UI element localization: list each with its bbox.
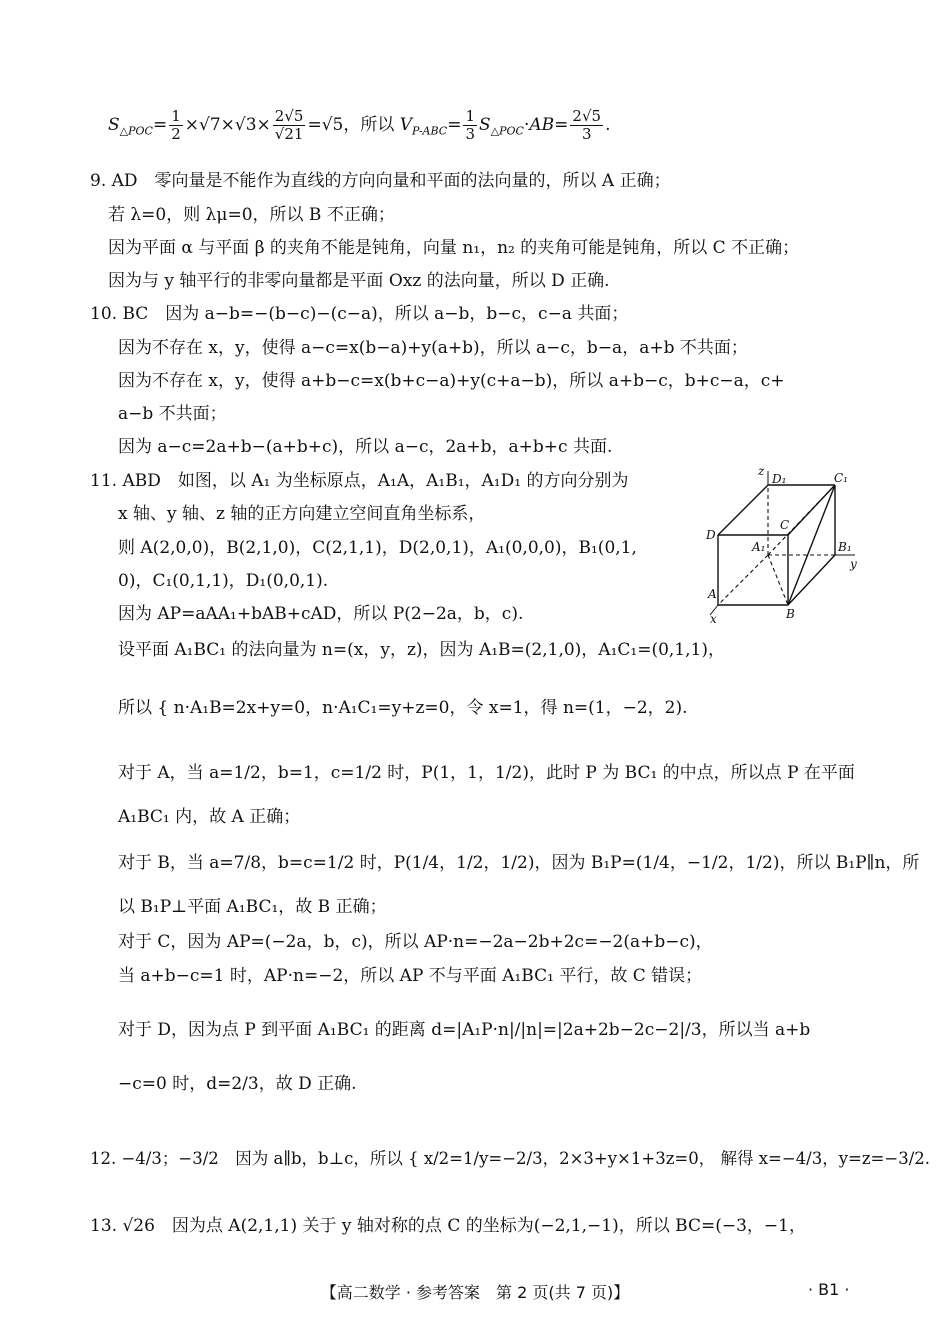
p11-line-15: −c=0 时，d=2/3，故 D 正确. (118, 1074, 357, 1094)
label-C: C (780, 518, 790, 532)
p11-line-6: 设平面 A₁BC₁ 的法向量为 n=(x，y，z)，因为 A₁B=(2,1,0)，A₁C₁=(0,1,1)， (118, 640, 725, 660)
page-footer: 【高二数学 · 参考答案 第 2 页(共 7 页)】 (320, 1283, 630, 1302)
p11-line-11: 以 B₁P⊥平面 A₁BC₁，故 B 正确； (118, 897, 387, 917)
p10-line-3: 因为不存在 x，y，使得 a+b−c=x(b+c−a)+y(c+a−b)，所以 a+b−c，b+c−a，c+ (118, 371, 785, 391)
p10-line-1: 10. BC 因为 a−b=−(b−c)−(c−a)，所以 a−b，b−c，c−a 共面； (90, 304, 629, 324)
label-D: D (706, 528, 716, 542)
p11-line-3: 则 A(2,0,0)，B(2,1,0)，C(2,1,1)，D(2,0,1)，A₁(0,0,0)，B₁(0,1, (118, 538, 637, 558)
label-x: x (710, 612, 717, 625)
p11-line-12: 对于 C，因为 AP=(−2a，b，c)，所以 AP·n=−2a−2b+2c=−2(a+b−c)， (118, 932, 713, 952)
edge-A1A (718, 555, 768, 605)
p11-line-13: 当 a+b−c=1 时，AP·n=−2，所以 AP 不与平面 A₁BC₁ 平行，故 C 错误； (118, 966, 703, 986)
edge-DD1 (718, 485, 768, 535)
p11-line-7: 所以 { n·A₁B=2x+y=0，n·A₁C₁=y+z=0，令 x=1，得 n=(1，−2，2). (118, 698, 688, 718)
p9-line-1: 9. AD 零向量是不能作为直线的方向向量和平面的法向量的，所以 A 正确； (90, 171, 671, 191)
label-A: A (708, 587, 717, 601)
p11-line-8: 对于 A，当 a=1/2，b=1，c=1/2 时，P(1，1，1/2)，此时 P 为 BC₁ 的中点，所以点 P 在平面 (118, 763, 855, 783)
p10-line-2: 因为不存在 x，y，使得 a−c=x(b−a)+y(a+b)，所以 a−c，b−a，a+b 不共面； (118, 338, 748, 358)
p9-line-3: 因为平面 α 与平面 β 的夹角不能是钝角，向量 n₁，n₂ 的夹角可能是钝角，所以 C 不正确； (108, 238, 800, 258)
page-code: · B1 · (808, 1280, 850, 1299)
p10-line-5: 因为 a−c=2a+b−(a+b+c)，所以 a−c，2a+b，a+b+c 共面. (118, 437, 613, 457)
edge-B1B (788, 555, 835, 605)
p9-line-2: 若 λ=0，则 λμ=0，所以 B 不正确； (108, 205, 395, 225)
label-B1: B₁ (838, 540, 852, 554)
p13-line: 13. √26 因为点 A(2,1,1) 关于 y 轴对称的点 C 的坐标为(−2,1,−1)，所以 BC=(−3，−1， (90, 1216, 806, 1236)
p10-line-4: a−b 不共面； (118, 404, 227, 424)
label-C1: C₁ (834, 471, 848, 485)
label-y: y (850, 557, 857, 571)
p12-line: 12. −4/3；−3/2 因为 a∥b，b⊥c，所以 { x/2=1/y=−2/3，2×3+y×1+3z=0， 解得 x=−4/3，y=z=−3/2. (90, 1149, 931, 1168)
edge-BC1 (788, 485, 835, 605)
edge-A1B (768, 555, 788, 605)
cube-figure (700, 465, 875, 625)
p11-line-2: x 轴、y 轴、z 轴的正方向建立空间直角坐标系， (118, 504, 486, 524)
p11-line-10: 对于 B，当 a=7/8，b=c=1/2 时，P(1/4，1/2，1/2)，因为 B₁P=(1/4，−1/2，1/2)，所以 B₁P∥n，所 (118, 853, 920, 873)
top-formula-line: $S_{\triangle POC}=$ $\frac{1}{2}$ ×√7×√3× $\frac{2√5}{√21}$ =√5，所以 $V_{P-ABC}=$ $\frac{1}{3}$ $S_{\triangle POC}\cdot AB=$ $\frac{2√5}{3}$ . (108, 107, 611, 143)
label-z: z (758, 465, 765, 478)
p11-line-1: 11. ABD 如图，以 A₁ 为坐标原点，A₁A，A₁B₁，A₁D₁ 的方向分别为 (90, 471, 629, 491)
p11-line-5: 因为 AP=aAA₁+bAB+cAD，所以 P(2−2a，b，c). (118, 604, 524, 624)
p11-line-4: 0)，C₁(0,1,1)，D₁(0,0,1). (118, 571, 329, 591)
label-A1: A₁ (752, 540, 766, 554)
p9-line-4: 因为与 y 轴平行的非零向量都是平面 Oxz 的法向量，所以 D 正确. (108, 271, 610, 291)
p11-line-9: A₁BC₁ 内，故 A 正确； (118, 807, 301, 827)
p11-line-14: 对于 D，因为点 P 到平面 A₁BC₁ 的距离 d=|A₁P·n|/|n|=|2a+2b−2c−2|/3，所以当 a+b (118, 1020, 811, 1040)
label-B: B (786, 607, 795, 621)
label-D1: D₁ (772, 472, 787, 486)
